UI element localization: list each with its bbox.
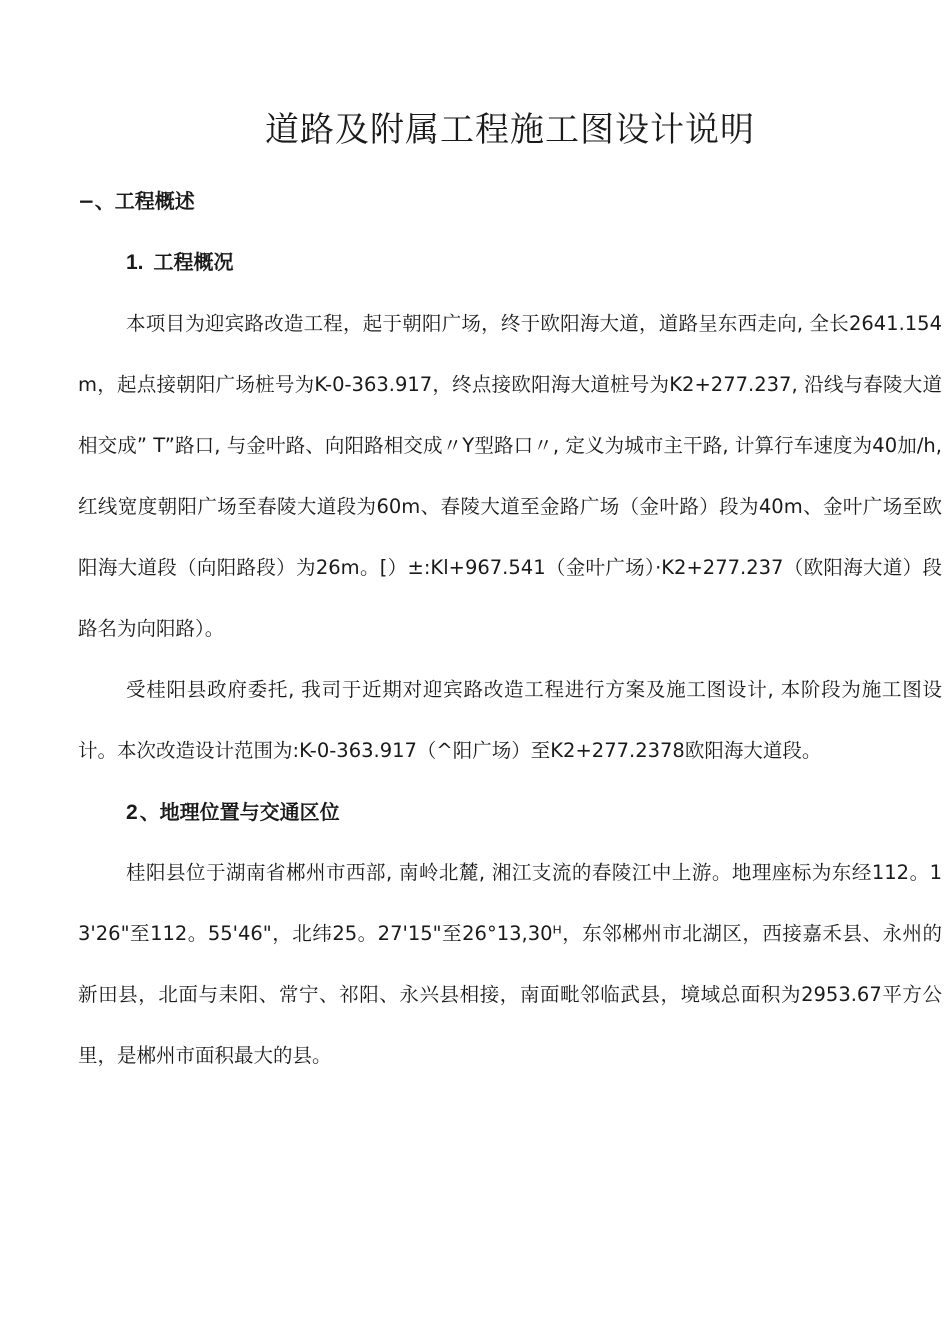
paragraph-geographic-location: 桂阳县位于湖南省郴州市西部, 南岭北麓, 湘江支流的春陵江中上游。地理座标为东经112。13'26"至112。55'46"，北纬25。27'15"至26°13,30ᴴ，东邻郴州市北湖区，西接嘉禾县、永州的新田县，北面与耒阳、常宁、祁阳、永兴县相接，南面毗邻临武县，境域总面积为2953.67平方公里，是郴州市面积最大的县。 <box>78 861 942 1067</box>
subheading-title: 、地理位置与交通区位 <box>139 800 340 824</box>
subheading-number: 1. <box>126 251 144 274</box>
section-heading-project-overview: −、工程概述 <box>78 189 195 213</box>
subheading-geographic-location <box>126 797 340 828</box>
subheading-title: 工程概况 <box>153 250 234 274</box>
subheading-number: 2 <box>126 801 138 824</box>
paragraph-design-commission: 受桂阳县政府委托, 我司于近期对迎宾路改造工程进行方案及施工图设计, 本阶段为施工图设计。本次改造设计范围为:K-0-363.917（^阳广场）至K2+277.2378欧阳海大道段。 <box>78 678 942 762</box>
subheading-project-summary <box>126 247 234 278</box>
paragraph-project-summary: 本项目为迎宾路改造工程，起于朝阳广场，终于欧阳海大道，道路呈东西走向, 全长2641.154m，起点接朝阳广场桩号为K-0-363.917，终点接欧阳海大道桩号为K2+277.237, 沿线与春陵大道相交成” T”路口, 与金叶路、向阳路相交成〃Y型路口〃, 定义为城市主干路, 计算行车速度为40加/h,红线宽度朝阳广场至春陵大道段为60m、春陵大道至金路广场（金叶路）段为40m、金叶广场至欧阳海大道段（向阳路段）为26m。[）±:Kl+967.541（金叶广场）·K2+277.237（欧阳海大道）段路名为向阳路）。 <box>78 312 942 640</box>
document-title: 道路及附属工程施工图设计说明 <box>265 110 755 150</box>
